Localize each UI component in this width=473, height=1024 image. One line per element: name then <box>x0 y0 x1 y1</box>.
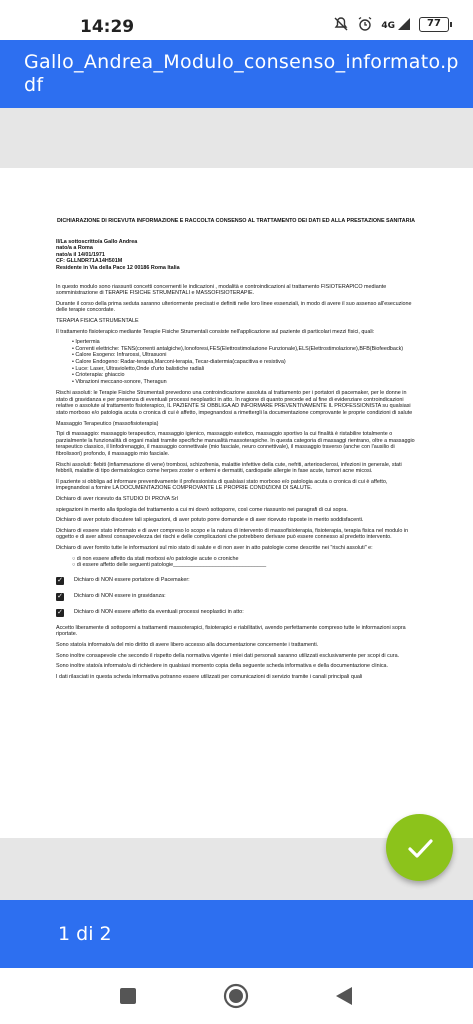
check-label: Dichiaro di NON essere in gravidanza: <box>74 593 166 600</box>
intro-paragraph-2: Durante il corso della prima seduta saranno ulteriormente precisati e definiti nelle loro linee essenziali, in modo di avere il suo assenso all'esecuzione delle terapie concordate. <box>56 300 412 314</box>
health-option: ○ di essere affetto delle seguenti patologie_______________________________ <box>72 562 416 569</box>
applicant-line: nato/a il 14/01/1971 <box>56 251 105 258</box>
list-item: • Vibrazioni meccano-sonore, Theragun <box>72 379 416 386</box>
check-icon <box>404 832 436 864</box>
status-icons <box>333 16 449 32</box>
received-paragraph: Dichiaro di aver ricevuto da STUDIO DI PROVA Srl <box>56 496 178 502</box>
confirm-fab-button[interactable] <box>386 814 453 881</box>
risks-paragraph: Rischi assoluti: flebiti (infiammazione di vene) trombosi, schizofrenia, malattie infettive della cute, nefriti, arteriosclerosi, infezioni in generale, stati febbrili, malattie di tipo dermatologico come herpes zoster o eritemi e dermatiti, cardiopatie allergie in fase acute, tumori acne micosi. <box>56 461 402 475</box>
health-option: ○ di non essere affetto da stati morbosi e/o patologie acute o croniche <box>72 556 416 563</box>
copy-paragraph: Sono inoltre stato/a informato/a di richiedere in qualsiasi momento copia della seguente scheda informativa e della documentazione clinica. <box>56 663 389 670</box>
checkbox-checked-icon: ✓ <box>57 592 63 600</box>
checkbox-checked-icon: ✓ <box>57 608 63 616</box>
battery-icon: 77 <box>419 17 449 32</box>
pdf-page[interactable] <box>0 168 473 838</box>
checkbox-checked-icon: ✓ <box>57 576 63 584</box>
status-time: 14:29 <box>80 17 135 37</box>
applicant-line: Residente in Via della Pace 12 00186 Roma Italia <box>56 264 180 271</box>
signal-icon <box>381 17 411 31</box>
health-info-paragraph: Dichiaro di aver fornito tutte le informazioni sul mio stato di salute e di non aver in atto patologie come descritte nei "rischi assoluti" e: <box>56 544 373 551</box>
obligation-paragraph: Il paziente si obbliga ad informare preventivamente il professionista di qualsiasi stato morboso e/o patologia acuta o cronica di cui è affetto, impegnandosi a fornire LA DOCUMENTAZIONE COMPROVANTE LE PROPRIE CONDIZIONI DI SALUTE. <box>56 478 388 492</box>
document-heading: DICHIARAZIONE DI RICEVUTA INFORMAZIONE E RACCOLTA CONSENSO AL TRATTAMENTO DEI DATI ED ALLA PRESTAZIONE SANITARIA <box>57 218 415 224</box>
status-bar <box>0 0 473 40</box>
therapy-list <box>72 339 416 385</box>
applicant-line: Il/La sottoscritto/a Gallo Andrea <box>56 238 138 245</box>
section-title: Massaggio Terapeutico (massofisioterapia) <box>56 420 159 427</box>
home-circle-icon <box>223 983 249 1009</box>
network-type: 4G <box>381 21 395 31</box>
intro-paragraph: In questo modulo sono riassunti concetti concernenti le indicazioni , modalità e controindicazioni al trattamento FISIOTERAPICO mediante somministrazione di TERAPIE FISICHE STRUMENTALI e MASSOFISIOTERAPIE. <box>56 283 387 297</box>
file-title: Gallo_Andrea_Modulo_consenso_informato.pdf <box>24 51 459 96</box>
list-item: • Ipertermia <box>72 339 416 346</box>
list-item: • Crioterapia: ghiaccio <box>72 372 416 379</box>
alarm-icon <box>357 16 373 32</box>
pacemaker-check-row <box>56 577 416 585</box>
right-paragraph: Sono stato/a informato/a del mio diritto di avere libero accesso alla documentazione concernente i trattamenti. <box>56 641 319 648</box>
back-button[interactable] <box>330 982 358 1010</box>
pregnancy-check-row <box>56 593 416 601</box>
recents-button[interactable] <box>114 982 142 1010</box>
neoplastic-check-row <box>56 609 416 617</box>
back-triangle-icon <box>335 986 353 1006</box>
list-item: • Luce: Laser, Ultravioletto,Onde d'urto balistiche radiali <box>72 366 416 373</box>
health-options <box>72 556 416 569</box>
system-nav-bar <box>0 968 473 1024</box>
pdf-viewer[interactable] <box>0 108 473 900</box>
applicant-line: nato/a a Roma <box>56 245 93 252</box>
mute-icon <box>333 16 349 32</box>
recents-square-icon <box>119 987 137 1005</box>
explanations-paragraph: spiegazioni in merito alla tipologia del trattamento a cui mi dovrò sottoporre, così come riassunto nei paragrafi di cui sopra. <box>56 506 348 513</box>
app-bar <box>0 40 473 108</box>
section-text: Il trattamento fisioterapico mediante Terapie Fisiche Strumentali consiste nell'applicazione sul paziente di particolari mezzi fisici, quali: <box>56 328 375 335</box>
check-label: Dichiaro di NON essere portatore di Pacemaker: <box>74 577 190 584</box>
page-indicator: 1 di 2 <box>58 923 112 945</box>
questions-paragraph: Dichiaro di aver potuto discutere tali spiegazioni, di aver potuto porre domande e di aver ricevuto risposte in merito soddisfacenti. <box>56 517 364 524</box>
applicant-block <box>56 239 416 272</box>
section-text: Tipi di massaggio: massaggio terapeutico, massaggio igienico, massaggio estetico, massaggio sportivo la cui finalità è ristabilire totalmente o parzialmente la funzionalità di organi malati tramite specifiche manualità massoterapiche. In questa categoria di massaggi rientrano, oltre a massaggio terapeutico classico, il linfodrenaggio, il massaggio connettivale (mio fasciale, neuro connettivale), il massaggio traverso (anche con l'ausilio di fibrolissori) profondo, il massaggio mio fasciale. <box>56 431 415 458</box>
home-button[interactable] <box>222 982 250 1010</box>
list-item: • Calore Esogeno: Infrarossi, Ultrasuoni <box>72 352 416 359</box>
page-bar <box>0 900 473 968</box>
data-use-paragraph: I dati rilasciati in questa scheda informativa potranno essere utilizzati per comunicazioni di servizio tramite i canali principali quali <box>56 673 363 680</box>
applicant-line: CF: GLLNDR71A14H501M <box>56 258 123 265</box>
document-content <box>56 218 416 684</box>
informed-paragraph: Dichiaro di essere stato informato e di aver compreso lo scopo e la natura di intervento di massofisioterapia, fisioterapia, terapia fisica nel modulo in oggetto e di aver altresì consapevolezza dei rischi e delle complicazioni che potrebbero derivare può essere connesso al predetto intervento. <box>56 527 409 541</box>
risks-paragraph: Rischi assoluti: le Terapie Fisiche Strumentali prevedono una controindicazione assoluta al trattamento per i portatori di pacemaker, per le donne in stato di gravidanza e per presenza di eventuali processi neoplastici in atto. In ragione di quanto precede ed al fine di evidenziare controindicazioni relative o assolute al trattamento fisioterapico, IL PAZIENTE SI OBBLIGA AD INFORMARE PREVENTIVAMENTE IL PROFESSIONISTA su qualsiasi stato morboso e/o patologia acuta o cronica di cui è affetto, impegnandosi a rimettergli la documentazione comprovante le proprie condizioni di salute <box>56 390 413 417</box>
check-label: Dichiaro di NON essere affetto da eventuali processi neoplastici in atto: <box>74 609 244 616</box>
list-item: • Correnti elettriche: TENS(correnti antalgiche),Ionoforesi,FES(Elettrostimolazione Funzionale),ELS(Elettrostimolazione),BFB(Biofeedback) <box>72 346 416 353</box>
accept-paragraph: Accetto liberamente di sottopormi a trattamenti massoterapici, fisioterapici e riabilitativi, avendo perfettamente compreso tutte le informazioni sopra riportate. <box>56 624 406 638</box>
privacy-paragraph: Sono inoltre consapevole che secondo il rispetto della normativa vigente i miei dati personali saranno utilizzati esclusivamente per scopi di cura. <box>56 652 400 659</box>
section-title: TERAPIA FISICA STRUMENTALE <box>56 317 139 324</box>
list-item: • Calore Endogeno: Radar-terapia,Marconi-terapia, Tecar-diatermia(capacitiva e resistiva) <box>72 359 416 366</box>
